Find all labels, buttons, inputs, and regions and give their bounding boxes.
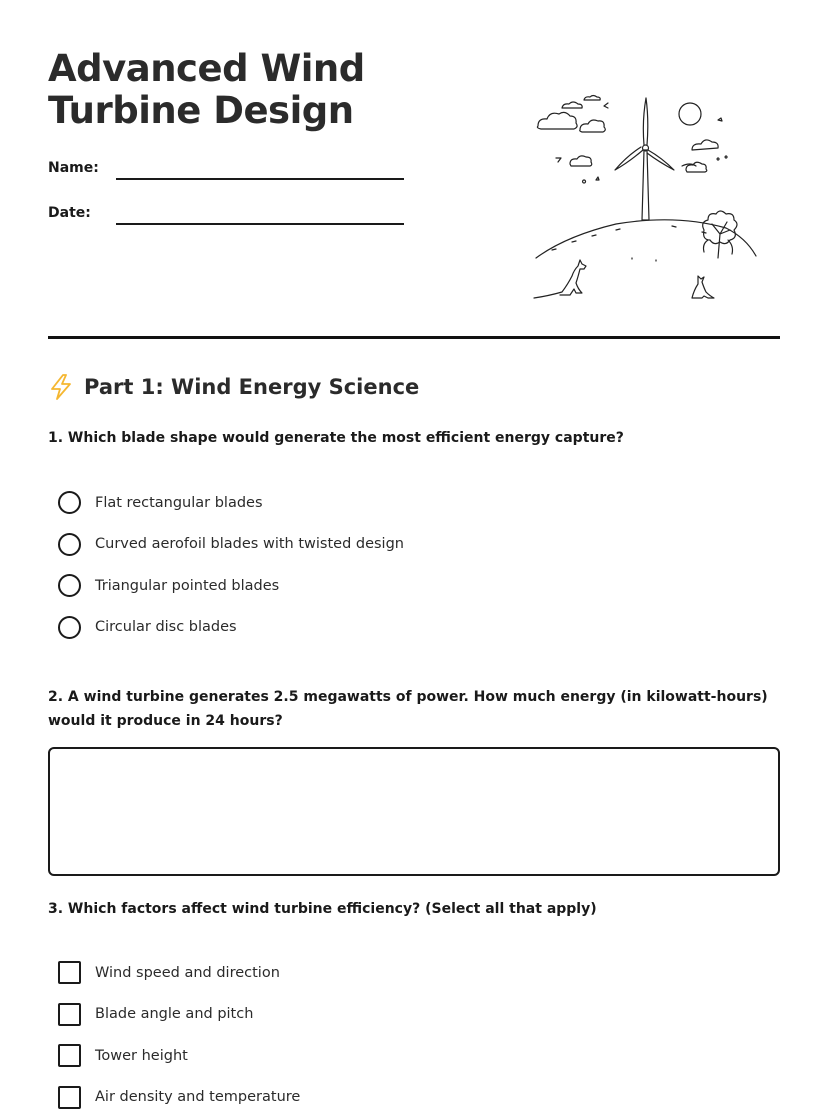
cloud-icon <box>537 112 577 129</box>
question-2-answer-box[interactable] <box>48 747 780 876</box>
question-3-options <box>58 952 758 1118</box>
kangaroo-icon <box>534 260 586 298</box>
cloud-icon <box>584 96 600 101</box>
option-label: Air density and temperature <box>95 1089 301 1106</box>
cloud-icon <box>562 102 582 108</box>
radio-button[interactable] <box>58 533 81 556</box>
tree-icon <box>712 222 730 258</box>
checkbox[interactable] <box>58 1086 81 1109</box>
cloud-icon <box>580 120 606 132</box>
part1-title <box>48 374 419 400</box>
date-label: Date: <box>48 205 91 221</box>
question-3-option[interactable] <box>58 952 758 994</box>
sun-icon <box>679 103 701 125</box>
kangaroo-icon <box>692 276 714 298</box>
question-1-text: 1. Which blade shape would generate the most efficient energy capture? <box>48 430 624 446</box>
wind-turbine-icon <box>642 150 649 220</box>
worksheet-title: Advanced Wind Turbine Design <box>48 47 365 132</box>
checkbox[interactable] <box>58 1003 81 1026</box>
question-3-text: 3. Which factors affect wind turbine efficiency? (Select all that apply) <box>48 901 597 917</box>
header-divider <box>48 336 780 339</box>
wind-turbine-landscape-illustration <box>532 90 762 305</box>
name-field-row <box>48 160 408 190</box>
question-1-option[interactable] <box>58 482 758 524</box>
question-3-option[interactable] <box>58 994 758 1036</box>
option-label: Curved aerofoil blades with twisted design <box>95 536 404 553</box>
option-label: Triangular pointed blades <box>95 577 280 594</box>
question-1-option[interactable] <box>58 607 758 649</box>
part1-title-text: Part 1: Wind Energy Science <box>84 375 420 399</box>
cloud-icon <box>692 140 718 150</box>
lightning-bolt-icon <box>48 374 74 400</box>
option-label: Tower height <box>95 1047 188 1064</box>
option-label: Circular disc blades <box>95 619 237 636</box>
date-field-row <box>48 205 408 235</box>
radio-button[interactable] <box>58 616 81 639</box>
name-label: Name: <box>48 160 99 176</box>
question-3-option[interactable] <box>58 1035 758 1077</box>
radio-button[interactable] <box>58 491 81 514</box>
cloud-icon <box>570 156 592 166</box>
option-label: Blade angle and pitch <box>95 1006 254 1023</box>
question-1-options <box>58 482 758 648</box>
worksheet-page <box>48 0 780 1118</box>
name-write-line[interactable] <box>116 178 404 180</box>
radio-button[interactable] <box>58 574 81 597</box>
question-2-text: 2. A wind turbine generates 2.5 megawatts of power. How much energy (in kilowatt-hours) would it produce in 24 hours? <box>48 689 768 729</box>
hill <box>536 220 756 258</box>
date-write-line[interactable] <box>116 223 404 225</box>
question-1-option[interactable] <box>58 524 758 566</box>
question-1-option[interactable] <box>58 565 758 607</box>
checkbox[interactable] <box>58 961 81 984</box>
question-3-option[interactable] <box>58 1077 758 1118</box>
option-label: Wind speed and direction <box>95 964 280 981</box>
checkbox[interactable] <box>58 1044 81 1067</box>
option-label: Flat rectangular blades <box>95 494 263 511</box>
